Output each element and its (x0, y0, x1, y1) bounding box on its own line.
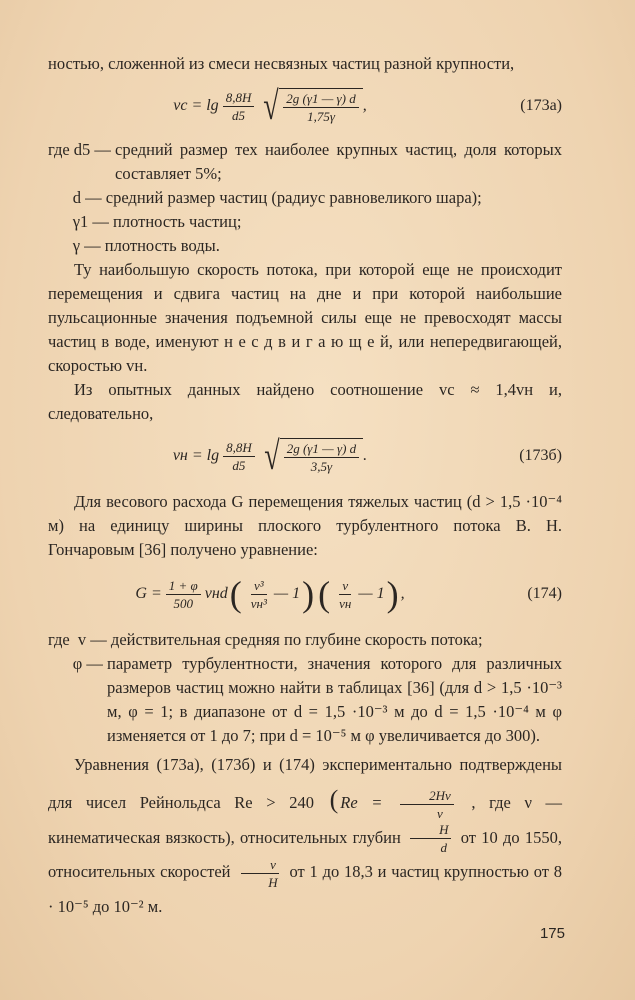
formula-174-number: (174) (527, 585, 562, 602)
definition-item (48, 210, 562, 234)
velocity-frac-den: H (268, 875, 278, 891)
formula-174-mid: vнd (204, 585, 228, 602)
reynolds-frac-num: 2Hv (400, 788, 454, 805)
formula-173b-frac2-den: 3,5γ (310, 459, 333, 474)
formula-174-frac3-den: vн (339, 595, 352, 611)
paragraph-4: Для весового расхода G перемещения тяжелых частиц (d > 1,5 ·10⁻⁴ м) на единицу ширины плоского турбулентного потока В. Н. Гончаровым [36] получено уравнение: (48, 492, 562, 559)
definition-item (48, 628, 562, 652)
reynolds-label: Re = (340, 793, 383, 812)
reynolds-frac-den: ν (437, 805, 443, 821)
formula-174-frac2 (248, 578, 270, 611)
formula-173b-frac1-num: 8,8H (223, 440, 255, 457)
definitions-2 (48, 628, 562, 748)
page-content (48, 52, 562, 924)
definition-text: средний размер тех наиболее крупных частиц, доля которых составляет 5%; (115, 140, 562, 183)
paragraph-5-part-c: от 10 до 1550, относительных скоростей (48, 827, 562, 882)
definition-label: γ — (48, 236, 105, 255)
formula-174-minus1: — 1 (273, 585, 301, 602)
velocity-frac (239, 857, 280, 890)
formula-173a-sqrt: √ $\frac{2g (\gamma 1 — \gamma) d}{1,75\gamma}$ (260, 86, 362, 126)
formula-174 (48, 564, 562, 624)
formula-173b-frac2 (284, 441, 359, 474)
definition-text: плотность воды. (104, 236, 220, 255)
definition-text: средний размер частиц (радиус равновеликого шара); (105, 188, 482, 207)
formula-173a-lhs: vс = lg (173, 97, 219, 114)
formula-173b-tail: . (363, 447, 368, 464)
formula-174-frac3-num: v (339, 578, 351, 595)
formula-173a-frac2 (283, 91, 358, 124)
definition-label: где v — (48, 630, 111, 649)
right-paren: ) (386, 574, 399, 614)
paragraph-5-part-b: , где ν — кинематическая вязкость), относительных глубин (48, 793, 563, 847)
definition-item (48, 652, 562, 748)
formula-174-frac1 (166, 578, 201, 611)
formula-173a-frac1-num: 8,8H (223, 90, 255, 107)
page-number: 175 (539, 925, 565, 942)
formula-174-frac2-den: vн³ (250, 595, 267, 611)
formula-174-frac1-den: 500 (173, 595, 193, 611)
paragraph-5 (48, 748, 562, 924)
paragraph-1: ностью, сложенной из смеси несвязных частиц разной крупности, (48, 54, 515, 73)
formula-174-lhs: G = (135, 585, 162, 602)
formula-173b-lhs: vн = lg (172, 447, 220, 464)
definition-label: где d5 — (48, 140, 116, 159)
definition-text: параметр турбулентности, значения которого для различных размеров частиц можно найти в таблицах [36] (для d > 1,5 ·10⁻³ м, φ = 1; в диапазоне от d = 1,5 ·10⁻³ м до d = 1,5 ·10⁻⁴ м φ изменяется от 1 до 7; при d = 10⁻⁵ м φ увеличивается до 300). (107, 654, 562, 745)
left-paren: ( (318, 574, 331, 614)
definitions-1 (48, 138, 562, 258)
depth-frac-num: H (410, 822, 451, 839)
paragraph-5-part-d: от 1 до 18,3 и частиц крупностью от 8 · 10⁻⁵ до 10⁻² м. (48, 862, 562, 917)
velocity-frac-num: v (241, 857, 279, 874)
formula-173a-frac1 (223, 90, 255, 123)
formula-174-frac1-num: 1 + φ (166, 578, 201, 595)
definition-label: γ1 — (48, 212, 114, 231)
formula-174-minus2: — 1 (358, 585, 385, 602)
paragraph-2: Ту наибольшую скорость потока, при которой еще не происходит перемещения и сдвига частиц на дне и при которой наибольшие пульсационные значения подъемной силы еще не превосходят массы частиц в воде, именуют н е с д в и г а ю щ е й, или непередвигающей, скоростью vн. (48, 260, 562, 375)
formula-173b-frac1 (223, 440, 255, 473)
definition-text: плотность частиц; (113, 212, 242, 231)
definition-text: действительная средняя по глубине скорость потока; (110, 630, 483, 649)
definition-item (48, 138, 562, 186)
reynolds-frac (400, 788, 454, 821)
formula-173b-frac2-num: 2g (γ1 — γ) d (284, 441, 359, 458)
left-paren: ( (229, 574, 242, 614)
definition-label: d — (48, 188, 106, 207)
formula-173b-number: (173б) (519, 447, 562, 464)
left-paren: ( (329, 785, 339, 814)
definition-item (48, 234, 562, 258)
formula-174-frac3 (336, 578, 354, 611)
formula-173a-tail: , (362, 97, 367, 114)
formula-173a (48, 78, 562, 134)
right-paren: ) (302, 574, 315, 614)
paragraph-3: Из опытных данных найдено соотношение vс ≈ 1,4vн и, следовательно, (48, 380, 562, 423)
formula-174-frac2-num: v³ (251, 578, 267, 595)
formula-173a-frac2-num: 2g (γ1 — γ) d (283, 91, 358, 108)
depth-frac-den: d (440, 840, 448, 856)
formula-173b-frac1-den: d5 (232, 457, 246, 473)
formula-173b-sqrt: √ $\frac{2g (\gamma 1 — \gamma) d}{3,5\gamma}$ (261, 436, 363, 476)
definition-label: φ — (48, 654, 108, 673)
formula-173a-frac1-den: d5 (232, 107, 245, 123)
formula-173a-frac2-den: 1,75γ (307, 109, 335, 124)
paragraph-5-part-a: Уравнения (173а), (173б) и (174) экспериментально подтверждены для чисел Рейнольдса Re > 240 (48, 755, 562, 812)
definition-item (48, 186, 562, 210)
formula-173b (48, 428, 562, 484)
depth-frac (410, 822, 451, 855)
formula-174-tail: , (400, 585, 405, 602)
formula-173a-number: (173а) (520, 97, 562, 114)
